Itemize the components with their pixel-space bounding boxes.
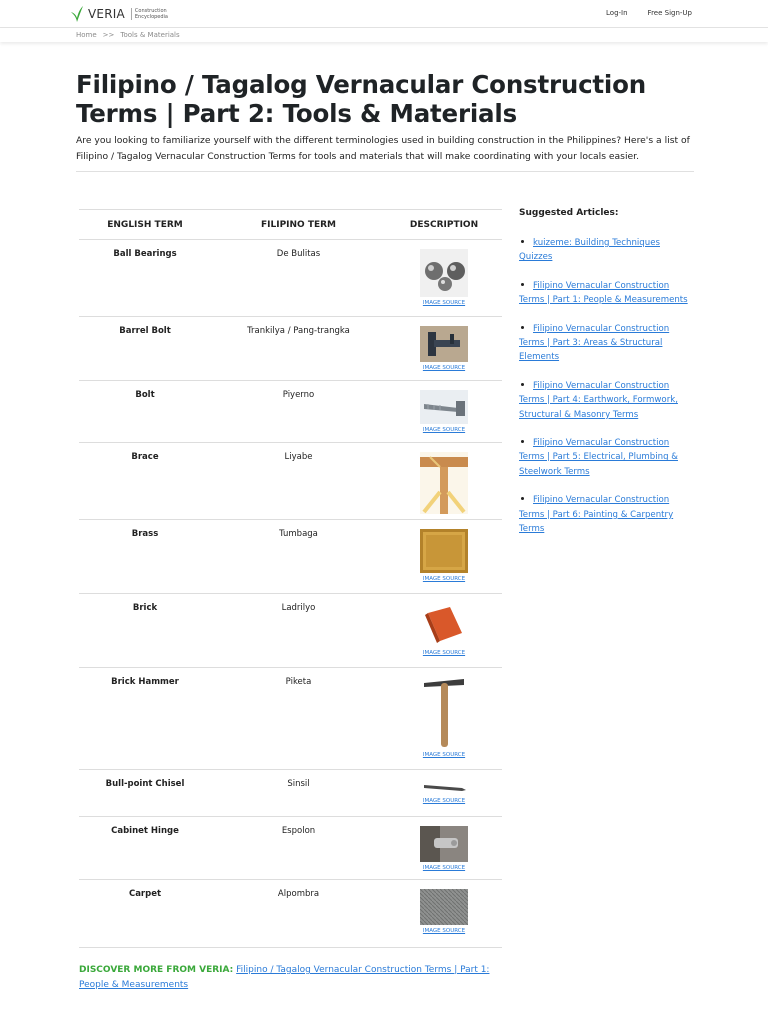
filipino-term: Sinsil xyxy=(211,770,386,817)
english-term: Bull-point Chisel xyxy=(79,770,211,817)
english-term: Barrel Bolt xyxy=(79,317,211,381)
bullet-icon xyxy=(521,383,524,386)
breadcrumb-current[interactable]: Tools & Materials xyxy=(120,31,180,39)
image-source-link[interactable]: IMAGE SOURCE xyxy=(422,576,466,582)
page-title: Filipino / Tagalog Vernacular Construction Terms | Part 2: Tools & Materials xyxy=(76,70,646,128)
suggested-link-part1[interactable]: Filipino Vernacular Construction Terms | Part 1: People & Measurements xyxy=(519,280,688,306)
description-cell xyxy=(386,520,502,594)
bullet-icon xyxy=(521,283,524,286)
image-source-link[interactable]: IMAGE SOURCE xyxy=(422,365,466,371)
table-header-row xyxy=(79,210,502,240)
ball-bearings-image xyxy=(420,249,468,297)
filipino-term: Trankilya / Pang-trangka xyxy=(211,317,386,381)
top-navbar xyxy=(0,0,768,28)
filipino-term: Alpombra xyxy=(211,880,386,948)
filipino-term: Piyerno xyxy=(211,381,386,443)
breadcrumb-bar xyxy=(0,28,768,42)
brand-name: VERIA xyxy=(88,7,125,21)
leaf-logo-icon xyxy=(70,6,84,22)
signup-link[interactable]: Free Sign-Up xyxy=(647,9,692,17)
bullet-icon xyxy=(521,326,524,329)
suggested-link-part5[interactable]: Filipino Vernacular Construction Terms | Part 5: Electrical, Plumbing & Steelwork Terms xyxy=(519,438,678,477)
barrel-bolt-image xyxy=(420,326,468,362)
description-cell xyxy=(386,668,502,770)
image-source-link[interactable]: IMAGE SOURCE xyxy=(422,427,466,433)
brass-image xyxy=(420,529,468,573)
cabinet-hinge-image xyxy=(420,826,468,862)
bullet-icon xyxy=(521,240,524,243)
english-term: Brace xyxy=(79,443,211,520)
list-item xyxy=(519,436,689,479)
image-source-link[interactable]: IMAGE SOURCE xyxy=(422,928,466,934)
divider xyxy=(76,171,694,172)
veria-logo[interactable] xyxy=(70,6,171,22)
bullet-icon xyxy=(521,440,524,443)
table-row xyxy=(79,880,502,948)
breadcrumb-home[interactable]: Home xyxy=(76,31,97,39)
brick-image xyxy=(420,603,468,647)
english-term: Brass xyxy=(79,520,211,594)
suggested-link-part6[interactable]: Filipino Vernacular Construction Terms | Part 6: Painting & Carpentry Terms xyxy=(519,495,674,535)
image-source-link[interactable]: IMAGE SOURCE xyxy=(422,650,466,656)
list-item xyxy=(519,236,689,265)
bullet-icon xyxy=(521,497,524,500)
description-cell xyxy=(386,317,502,381)
suggested-heading: Suggested Articles: xyxy=(519,208,619,218)
discover-link[interactable]: Filipino / Tagalog Vernacular Construction Terms | Part 1: People & Measurements xyxy=(79,965,490,990)
list-item xyxy=(519,379,689,422)
image-source-link[interactable]: IMAGE SOURCE xyxy=(422,865,466,871)
filipino-term: Espolon xyxy=(211,817,386,880)
carpet-image xyxy=(420,889,468,925)
description-cell xyxy=(386,594,502,668)
breadcrumb xyxy=(76,31,180,39)
description-cell xyxy=(386,381,502,443)
description-cell xyxy=(386,240,502,317)
image-source-link[interactable]: IMAGE SOURCE xyxy=(422,798,466,804)
intro-paragraph: Are you looking to familiarize yourself with the different terminologies used in building construction in the Philippines? Here's a list of Filipino / Tagalog Vernacular Construction Terms for tools and materials that will make coordinating with your locals easier. xyxy=(76,135,690,162)
table-row xyxy=(79,520,502,594)
table-row xyxy=(79,317,502,381)
description-cell xyxy=(386,770,502,817)
table-row xyxy=(79,240,502,317)
filipino-term: Liyabe xyxy=(211,443,386,520)
filipino-term: Ladrilyo xyxy=(211,594,386,668)
chisel-image xyxy=(420,779,468,795)
description-cell xyxy=(386,880,502,948)
table-row xyxy=(79,443,502,520)
header-filipino-term: FILIPINO TERM xyxy=(211,210,386,240)
header-english-term: ENGLISH TERM xyxy=(79,210,211,240)
english-term: Carpet xyxy=(79,880,211,948)
suggested-articles xyxy=(519,208,689,551)
english-term: Bolt xyxy=(79,381,211,443)
terms-table xyxy=(79,209,502,948)
header-description: DESCRIPTION xyxy=(386,210,502,240)
brand-subtitle: Construction Encyclopedia xyxy=(131,8,171,20)
suggested-link-part3[interactable]: Filipino Vernacular Construction Terms | Part 3: Areas & Structural Elements xyxy=(519,323,670,363)
suggested-link-part4[interactable]: Filipino Vernacular Construction Terms | Part 4: Earthwork, Formwork, Structural & Masonry Terms xyxy=(519,380,678,420)
table-row xyxy=(79,381,502,443)
list-item xyxy=(519,322,689,365)
brick-hammer-image xyxy=(420,677,468,749)
list-item xyxy=(519,493,689,536)
list-item xyxy=(519,279,689,308)
table-row xyxy=(79,770,502,817)
table-row xyxy=(79,668,502,770)
suggested-link-kuizeme[interactable]: kuizeme: Building Techniques Quizzes xyxy=(519,238,660,263)
discover-more xyxy=(79,963,499,992)
image-source-link[interactable]: IMAGE SOURCE xyxy=(422,752,466,758)
table-row xyxy=(79,594,502,668)
english-term: Brick Hammer xyxy=(79,668,211,770)
discover-label: DISCOVER MORE FROM VERIA: xyxy=(79,965,234,975)
brace-image xyxy=(420,452,468,514)
english-term: Ball Bearings xyxy=(79,240,211,317)
suggested-list xyxy=(519,236,689,537)
table-row xyxy=(79,817,502,880)
english-term: Cabinet Hinge xyxy=(79,817,211,880)
bolt-image xyxy=(420,390,468,424)
breadcrumb-separator: >> xyxy=(102,31,115,39)
login-link[interactable]: Log-In xyxy=(606,9,628,17)
filipino-term: De Bulitas xyxy=(211,240,386,317)
filipino-term: Tumbaga xyxy=(211,520,386,594)
filipino-term: Piketa xyxy=(211,668,386,770)
description-cell xyxy=(386,817,502,880)
english-term: Brick xyxy=(79,594,211,668)
description-cell xyxy=(386,443,502,520)
image-source-link[interactable]: IMAGE SOURCE xyxy=(422,300,466,306)
